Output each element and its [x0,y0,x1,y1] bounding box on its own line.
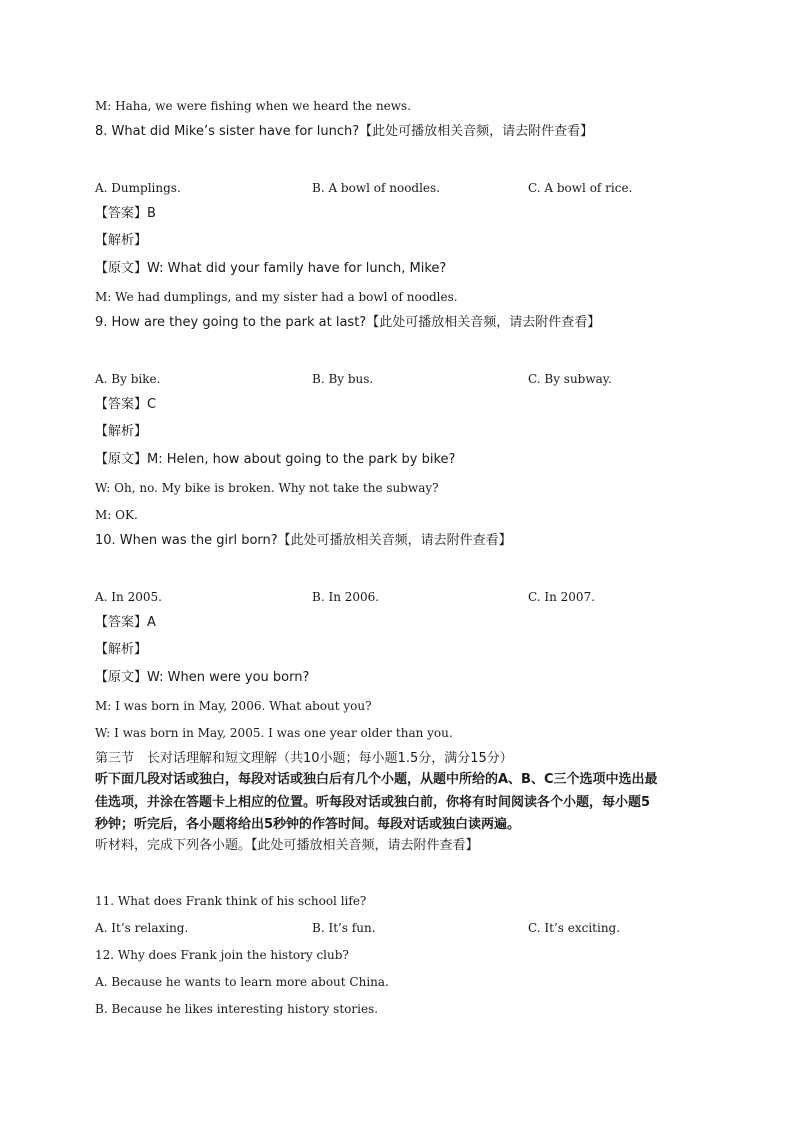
question-11: 11. What does Frank think of his school life? [95,894,367,908]
q8-transcript: 【原文】W: What did your family have for lunch, Mike? [95,261,447,276]
question-8: 8. What did Mike’s sister have for lunch?【此处可播放相关音频，请去附件查看】 [95,124,594,139]
q8-option-a: A. Dumplings. [95,181,181,195]
q8-answer: 【答案】B [95,206,156,221]
section-heading: 第三节 长对话理解和短文理解（共10小题；每小题1.5分，满分15分） [95,751,513,766]
q10-option-b: B. In 2006. [312,590,380,604]
q8-option-b: B. A bowl of noodles. [312,181,441,195]
q10-option-c: C. In 2007. [528,590,596,604]
dialogue-line: W: I was born in May, 2005. I was one year older than you. [95,726,453,740]
q10-transcript: 【原文】W: When were you born? [95,670,310,685]
dialogue-line: W: Oh, no. My bike is broken. Why not take the subway? [95,481,439,495]
q10-analysis: 【解析】 [95,642,148,657]
q9-option-b: B. By bus. [312,372,374,386]
instructions-line: 佳选项，并涂在答题卡上相应的位置。听每段对话或独白前，你将有时间阅读各个小题，每小题5 [95,795,651,810]
dialogue-line: M: I was born in May, 2006. What about you? [95,699,372,713]
q8-option-c: C. A bowl of rice. [528,181,633,195]
q12-option-a: A. Because he wants to learn more about China. [95,975,389,989]
question-10: 10. When was the girl born?【此处可播放相关音频，请去附件查看】 [95,533,512,548]
material-prompt: 听材料，完成下列各小题。【此处可播放相关音频，请去附件查看】 [95,838,479,853]
q9-option-c: C. By subway. [528,372,612,386]
q9-transcript: 【原文】M: Helen, how about going to the park by bike? [95,452,456,467]
instructions-line: 听下面几段对话或独白，每段对话或独白后有几个小题，从题中所给的A、B、C三个选项中选出最 [95,772,658,787]
q8-analysis: 【解析】 [95,233,148,248]
q11-option-a: A. It’s relaxing. [95,921,189,935]
q9-analysis: 【解析】 [95,424,148,439]
q9-option-a: A. By bike. [95,372,161,386]
q12-option-b: B. Because he likes interesting history stories. [95,1002,379,1016]
dialogue-line: M: We had dumplings, and my sister had a bowl of noodles. [95,290,458,304]
question-12: 12. Why does Frank join the history club? [95,948,349,962]
q10-answer: 【答案】A [95,615,156,630]
instructions-line: 秒钟；听完后，各小题将给出5秒钟的作答时间。每段对话或独白读两遍。 [95,817,521,832]
dialogue-line: M: OK. [95,508,138,522]
q9-answer: 【答案】C [95,397,157,412]
dialogue-line: M: Haha, we were fishing when we heard the news. [95,99,412,113]
question-9: 9. How are they going to the park at last?【此处可播放相关音频，请去附件查看】 [95,315,601,330]
q11-option-b: B. It’s fun. [312,921,376,935]
q10-option-a: A. In 2005. [95,590,162,604]
q11-option-c: C. It’s exciting. [528,921,621,935]
